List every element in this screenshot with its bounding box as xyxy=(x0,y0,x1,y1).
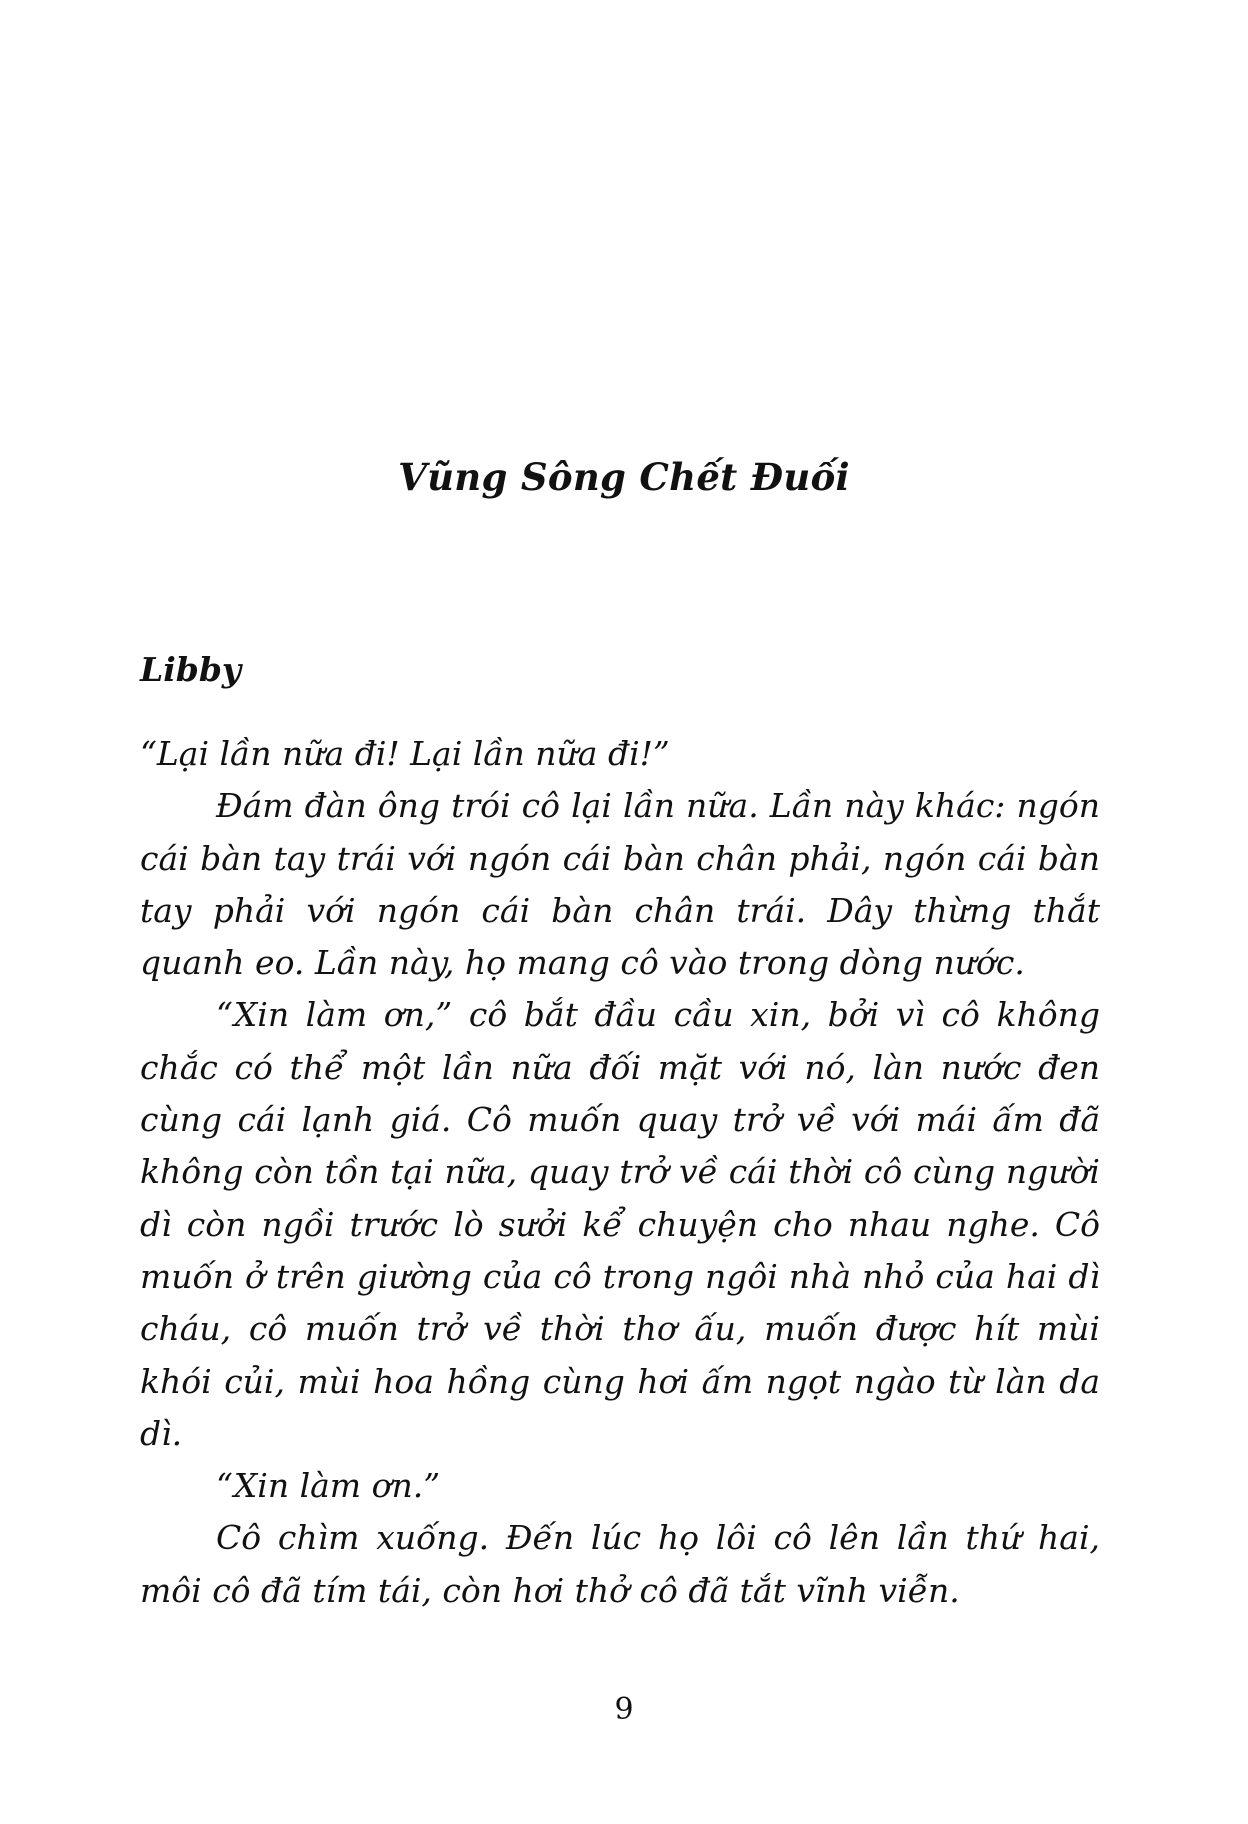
paragraph-plea: “Xin làm ơn,” cô bắt đầu cầu xin, bởi vì cô không chắc có thể một lần nữa đối mặt với nó, làn nước đen cùng cái lạnh giá. Cô muốn quay trở về với mái ấm đã không còn tồn tại nữa, quay trở về cái thời cô cùng người dì còn ngồi trước lò sưởi kể chuyện cho nhau nghe. Cô muốn ở trên giường của cô trong ngôi nhà nhỏ của hai dì cháu, cô muốn trở về thời thơ ấu, muốn được hít mùi khói củi, mùi hoa hồng cùng hơi ấm ngọt ngào từ làn da dì. xyxy=(140,995,1100,1453)
paragraph-binding: Đám đàn ông trói cô lại lần nữa. Lần này khác: ngón cái bàn tay trái với ngón cái bàn chân phải, ngón cái bàn tay phải với ngón cái bàn chân trái. Dây thừng thắt quanh eo. Lần này, họ mang cô vào trong dòng nước. xyxy=(140,786,1100,983)
chapter-title: Vũng Sông Chết Đuối xyxy=(398,455,850,499)
narrator-heading: Libby xyxy=(140,650,242,689)
page-number: 9 xyxy=(614,1692,634,1727)
body-text xyxy=(140,728,1100,1617)
paragraph-dialogue-2: “Xin làm ơn.” xyxy=(216,1466,441,1506)
paragraph-ending: Cô chìm xuống. Đến lúc họ lôi cô lên lần thứ hai, môi cô đã tím tái, còn hơi thở cô đã tắt vĩnh viễn. xyxy=(140,1518,1100,1610)
paragraph-dialogue-1: “Lại lần nữa đi! Lại lần nữa đi!” xyxy=(140,734,670,773)
